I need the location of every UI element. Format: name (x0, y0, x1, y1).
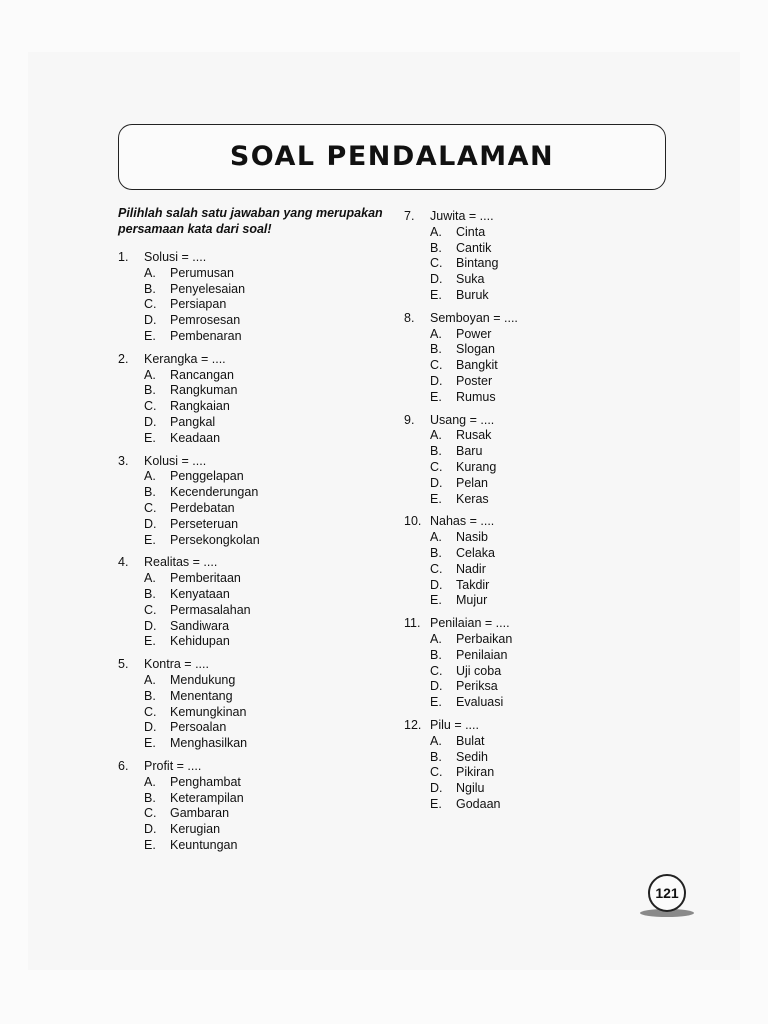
answer-option (118, 587, 260, 603)
answer-option (404, 664, 518, 680)
option-text: Rangkaian (170, 399, 230, 414)
answer-option (404, 428, 518, 444)
option-letter: D. (430, 272, 443, 287)
option-letter: E. (430, 491, 442, 506)
answer-option (404, 358, 518, 374)
option-letter: E. (430, 695, 442, 710)
option-letter: B. (144, 281, 156, 296)
option-letter: A. (144, 672, 156, 687)
question-item (404, 718, 518, 813)
option-text: Kehidupan (170, 634, 230, 649)
option-letter: D. (430, 373, 443, 388)
option-text: Slogan (456, 342, 495, 357)
answer-option (404, 695, 518, 711)
option-text: Penghambat (170, 774, 241, 789)
option-text: Evaluasi (456, 695, 504, 710)
option-text: Kenyataan (170, 586, 230, 601)
answer-option (118, 368, 260, 384)
answer-option (404, 288, 518, 304)
option-letter: C. (430, 765, 443, 780)
option-letter: D. (144, 720, 157, 735)
question-stem-row (118, 352, 260, 368)
question-item (118, 555, 260, 650)
question-stem-row (118, 250, 260, 266)
answer-option (404, 797, 518, 813)
option-text: Nadir (456, 561, 486, 576)
question-number: 12. (404, 717, 422, 732)
answer-option (404, 593, 518, 609)
option-text: Permasalahan (170, 602, 251, 617)
answer-option (404, 781, 518, 797)
answer-option (118, 603, 260, 619)
question-item (118, 759, 260, 854)
option-letter: A. (144, 469, 156, 484)
title-box (118, 124, 666, 190)
question-stem-row (118, 759, 260, 775)
question-number: 5. (118, 657, 129, 672)
question-item (118, 352, 260, 447)
answer-option (404, 390, 518, 406)
option-text: Menentang (170, 688, 233, 703)
option-text: Buruk (456, 287, 489, 302)
answer-option (118, 791, 260, 807)
option-text: Pembenaran (170, 328, 242, 343)
option-text: Ngilu (456, 781, 485, 796)
answer-option (404, 562, 518, 578)
answer-option (118, 469, 260, 485)
option-letter: B. (430, 240, 442, 255)
answer-option (404, 241, 518, 257)
option-letter: C. (144, 806, 157, 821)
answer-option (118, 806, 260, 822)
option-letter: E. (430, 389, 442, 404)
question-number: 4. (118, 555, 129, 570)
option-text: Kurang (456, 459, 497, 474)
option-letter: B. (144, 790, 156, 805)
question-column-right (404, 209, 518, 820)
question-column-left (118, 250, 260, 861)
option-text: Power (456, 326, 492, 341)
option-text: Mujur (456, 593, 488, 608)
question-stem: Usang = .... (430, 412, 495, 427)
option-letter: A. (430, 631, 442, 646)
answer-option (118, 571, 260, 587)
question-item (118, 454, 260, 549)
option-text: Cantik (456, 240, 492, 255)
option-text: Uji coba (456, 663, 502, 678)
answer-option (404, 492, 518, 508)
option-text: Persekongkolan (170, 532, 260, 547)
answer-option (404, 632, 518, 648)
option-letter: E. (430, 593, 442, 608)
answer-option (118, 838, 260, 854)
question-stem: Semboyan = .... (430, 310, 518, 325)
option-text: Celaka (456, 545, 495, 560)
option-letter: E. (430, 287, 442, 302)
option-letter: A. (144, 571, 156, 586)
question-stem: Profit = .... (144, 758, 202, 773)
option-text: Godaan (456, 796, 501, 811)
option-text: Poster (456, 373, 493, 388)
answer-option (404, 648, 518, 664)
question-stem: Penilaian = .... (430, 616, 510, 631)
question-stem-row (404, 514, 518, 530)
question-item (404, 209, 518, 304)
question-stem: Solusi = .... (144, 250, 207, 264)
option-letter: C. (144, 297, 157, 312)
option-text: Cinta (456, 224, 486, 239)
answer-option (118, 619, 260, 635)
option-letter: D. (144, 313, 157, 328)
option-letter: A. (430, 428, 442, 443)
question-number: 6. (118, 758, 129, 773)
answer-option (404, 444, 518, 460)
answer-option (118, 517, 260, 533)
answer-option (118, 485, 260, 501)
option-letter: C. (430, 561, 443, 576)
option-letter: A. (144, 367, 156, 382)
answer-option (118, 673, 260, 689)
question-number: 10. (404, 514, 422, 529)
answer-option (404, 734, 518, 750)
option-letter: D. (144, 618, 157, 633)
option-letter: C. (430, 358, 443, 373)
question-stem: Kolusi = .... (144, 453, 207, 468)
option-text: Keras (456, 491, 489, 506)
answer-option (404, 256, 518, 272)
question-stem-row (118, 454, 260, 470)
option-text: Perumusan (170, 265, 234, 280)
option-letter: C. (430, 459, 443, 474)
instruction-text: Pilihlah salah satu jawaban yang merupakan persamaan kata dari soal! (118, 206, 383, 236)
option-text: Kerugian (170, 822, 221, 837)
option-text: Rancangan (170, 367, 234, 382)
option-letter: C. (430, 663, 443, 678)
question-number: 8. (404, 310, 415, 325)
answer-option (404, 374, 518, 390)
question-stem-row (404, 718, 518, 734)
option-letter: D. (430, 679, 443, 694)
question-stem: Nahas = .... (430, 514, 495, 529)
option-letter: C. (144, 500, 157, 515)
answer-option (404, 765, 518, 781)
option-text: Kecenderungan (170, 485, 259, 500)
option-text: Persoalan (170, 720, 227, 735)
question-stem-row (118, 555, 260, 571)
option-letter: A. (144, 265, 156, 280)
question-item (404, 311, 518, 406)
option-text: Pikiran (456, 765, 495, 780)
option-text: Keuntungan (170, 837, 238, 852)
option-text: Baru (456, 444, 483, 459)
option-text: Gambaran (170, 806, 230, 821)
option-letter: D. (430, 577, 443, 592)
option-text: Rusak (456, 428, 492, 443)
option-text: Rumus (456, 389, 496, 404)
option-letter: A. (430, 733, 442, 748)
option-text: Bangkit (456, 358, 498, 373)
question-item (118, 250, 260, 345)
question-stem-row (404, 209, 518, 225)
option-text: Pemrosesan (170, 313, 241, 328)
option-letter: C. (430, 256, 443, 271)
option-letter: D. (430, 475, 443, 490)
answer-option (118, 383, 260, 399)
answer-option (404, 342, 518, 358)
question-stem-row (404, 616, 518, 632)
answer-option (118, 736, 260, 752)
option-text: Perdebatan (170, 500, 235, 515)
answer-option (118, 775, 260, 791)
option-letter: B. (144, 383, 156, 398)
option-letter: B. (144, 688, 156, 703)
option-letter: B. (430, 545, 442, 560)
option-text: Rangkuman (170, 383, 238, 398)
question-number: 3. (118, 453, 129, 468)
option-letter: B. (430, 342, 442, 357)
option-letter: E. (430, 796, 442, 811)
question-item (404, 413, 518, 508)
option-text: Suka (456, 272, 485, 287)
answer-option (118, 533, 260, 549)
option-text: Mendukung (170, 672, 236, 687)
answer-option (404, 546, 518, 562)
option-letter: D. (144, 516, 157, 531)
option-text: Pangkal (170, 414, 216, 429)
answer-option (118, 313, 260, 329)
answer-option (404, 460, 518, 476)
option-text: Takdir (456, 577, 490, 592)
option-text: Bulat (456, 733, 485, 748)
option-letter: A. (144, 774, 156, 789)
option-text: Perseteruan (170, 516, 239, 531)
answer-option (118, 431, 260, 447)
answer-option (118, 399, 260, 415)
option-letter: E. (144, 532, 156, 547)
option-letter: E. (144, 430, 156, 445)
question-stem: Realitas = .... (144, 555, 218, 570)
question-number: 9. (404, 412, 415, 427)
answer-option (118, 705, 260, 721)
question-stem: Juwita = .... (430, 209, 494, 223)
option-letter: B. (430, 444, 442, 459)
question-stem: Kontra = .... (144, 657, 209, 672)
question-stem: Pilu = .... (430, 717, 479, 732)
option-letter: D. (430, 781, 443, 796)
question-number: 11. (404, 616, 421, 631)
option-letter: E. (144, 736, 156, 751)
option-letter: E. (144, 634, 156, 649)
option-text: Kemungkinan (170, 704, 247, 719)
question-stem-row (404, 413, 518, 429)
option-letter: D. (144, 822, 157, 837)
answer-option (118, 297, 260, 313)
answer-option (404, 327, 518, 343)
question-item (404, 514, 518, 609)
answer-option (118, 634, 260, 650)
answer-option (118, 266, 260, 282)
option-letter: E. (144, 837, 156, 852)
page-title: SOAL PENDALAMAN (229, 141, 555, 172)
question-stem-row (404, 311, 518, 327)
option-text: Periksa (456, 679, 498, 694)
option-text: Pelan (456, 475, 488, 490)
answer-option (118, 329, 260, 345)
option-text: Bintang (456, 256, 499, 271)
option-letter: A. (430, 326, 442, 341)
question-stem-row (118, 657, 260, 673)
answer-option (404, 476, 518, 492)
answer-option (118, 282, 260, 298)
answer-option (118, 720, 260, 736)
option-text: Penggelapan (170, 469, 244, 484)
option-letter: D. (144, 414, 157, 429)
answer-option (118, 501, 260, 517)
option-text: Keterampilan (170, 790, 244, 805)
option-letter: C. (144, 704, 157, 719)
answer-option (404, 750, 518, 766)
option-letter: E. (144, 328, 156, 343)
option-text: Sedih (456, 749, 488, 764)
option-letter: B. (144, 586, 156, 601)
question-number: 1. (118, 250, 129, 264)
option-text: Menghasilkan (170, 736, 248, 751)
option-letter: C. (144, 602, 157, 617)
answer-option (118, 689, 260, 705)
option-text: Penilaian (456, 647, 508, 662)
option-letter: B. (144, 485, 156, 500)
question-item (118, 657, 260, 752)
option-text: Penyelesaian (170, 281, 246, 296)
question-number: 7. (404, 209, 415, 223)
answer-option (404, 272, 518, 288)
option-letter: A. (430, 530, 442, 545)
option-letter: B. (430, 749, 442, 764)
question-stem: Kerangka = .... (144, 351, 226, 366)
option-text: Persiapan (170, 297, 227, 312)
question-number: 2. (118, 351, 129, 366)
option-text: Keadaan (170, 430, 221, 445)
answer-option (404, 225, 518, 241)
option-letter: C. (144, 399, 157, 414)
answer-option (404, 578, 518, 594)
option-text: Sandiwara (170, 618, 230, 633)
question-item (404, 616, 518, 711)
option-letter: B. (430, 647, 442, 662)
answer-option (118, 822, 260, 838)
option-text: Pemberitaan (170, 571, 241, 586)
answer-option (404, 530, 518, 546)
option-text: Perbaikan (456, 631, 513, 646)
answer-option (404, 679, 518, 695)
option-text: Nasib (456, 530, 488, 545)
page-number-badge: 121 (648, 874, 686, 912)
answer-option (118, 415, 260, 431)
option-letter: A. (430, 224, 442, 239)
